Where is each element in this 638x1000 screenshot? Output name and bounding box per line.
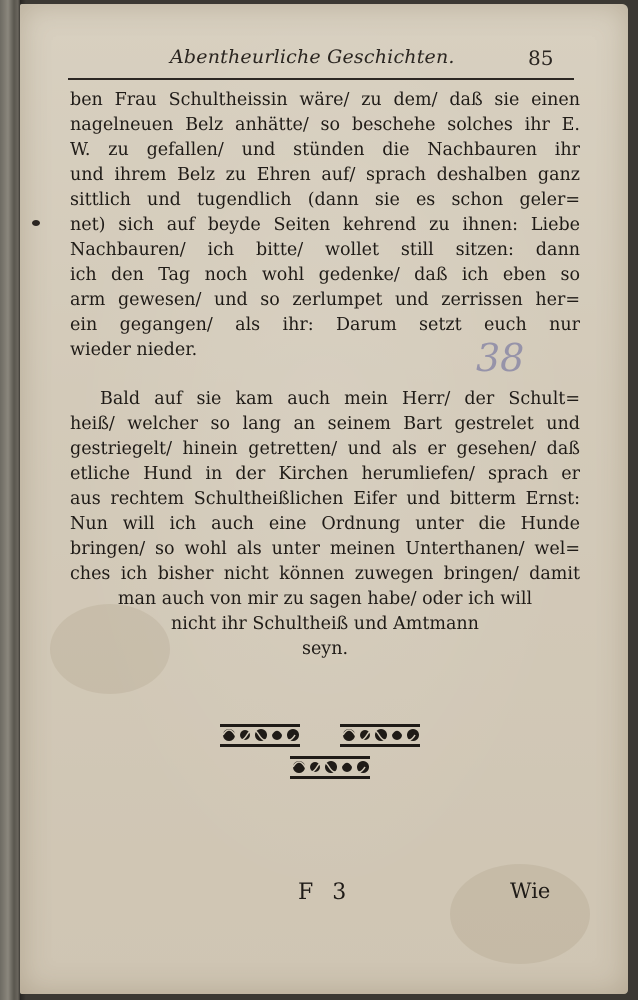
text-line: etliche Hund in der Kirchen herumliefen/ sprach er	[70, 464, 580, 484]
ornament-bottom-group	[290, 756, 370, 779]
text-line: Nun will ich auch eine Ordnung unter die Hunde	[70, 514, 580, 534]
paper-page	[20, 4, 628, 994]
text-line: sittlich und tugendlich (dann sie es schon geler=	[70, 190, 580, 210]
text-line: wieder nieder.	[70, 340, 198, 360]
text-line: und ihrem Belz zu Ehren auf/ sprach deshalben ganz	[70, 165, 580, 185]
text-line: arm gewesen/ und so zerlumpet und zerrissen her=	[70, 290, 580, 310]
text-line: ich den Tag noch wohl gedenke/ daß ich eben so	[70, 265, 580, 285]
signature-mark: F 3	[298, 880, 353, 905]
text-line: Nachbauren/ ich bitte/ wollet still sitzen: dann	[70, 240, 580, 260]
text-line: ches ich bisher nicht können zuwegen bringen/ damit	[70, 564, 580, 584]
ornament-left-group	[220, 724, 300, 747]
text-line: ein gegangen/ als ihr: Darum setzt euch nur	[70, 315, 580, 335]
text-line: nicht ihr Schultheiß und Amtmann	[171, 614, 479, 634]
paragraph-2	[70, 387, 580, 662]
handwritten-pencil-note: 38	[476, 336, 525, 380]
running-title: Abentheurliche Geschichten.	[170, 46, 455, 68]
text-line: man auch von mir zu sagen habe/ oder ich will	[117, 589, 533, 609]
catchword: Wie	[510, 879, 551, 903]
text-line: net) sich auf beyde Seiten kehrend zu ihnen: Liebe	[70, 215, 580, 235]
text-line: bringen/ so wohl als unter meinen Unterthanen/ wel=	[70, 539, 580, 559]
text-line: seyn.	[301, 639, 349, 659]
ornament-right-group	[340, 724, 420, 747]
text-line: ben Frau Schultheissin wäre/ zu dem/ daß sie einen	[70, 90, 580, 110]
header-rule	[68, 78, 574, 80]
page-number: 85	[528, 46, 554, 70]
text-line: heiß/ welcher so lang an seinem Bart gestrelet und	[70, 414, 580, 434]
text-line: aus rechtem Schultheißlichen Eifer und bitterm Ernst:	[70, 489, 580, 509]
text-line: Bald auf sie kam auch mein Herr/ der Schult=	[100, 389, 580, 409]
text-line: nagelneuen Belz anhätte/ so beschehe solches ihr E.	[70, 115, 580, 135]
page-header	[20, 42, 628, 72]
text-line: W. zu gefallen/ und stünden die Nachbauren ihr	[70, 140, 580, 160]
printers-ornament	[215, 716, 445, 784]
paragraph-1	[70, 88, 580, 363]
margin-mark	[32, 220, 40, 226]
text-line: gestriegelt/ hinein getretten/ und als er gesehen/ daß	[70, 439, 580, 459]
